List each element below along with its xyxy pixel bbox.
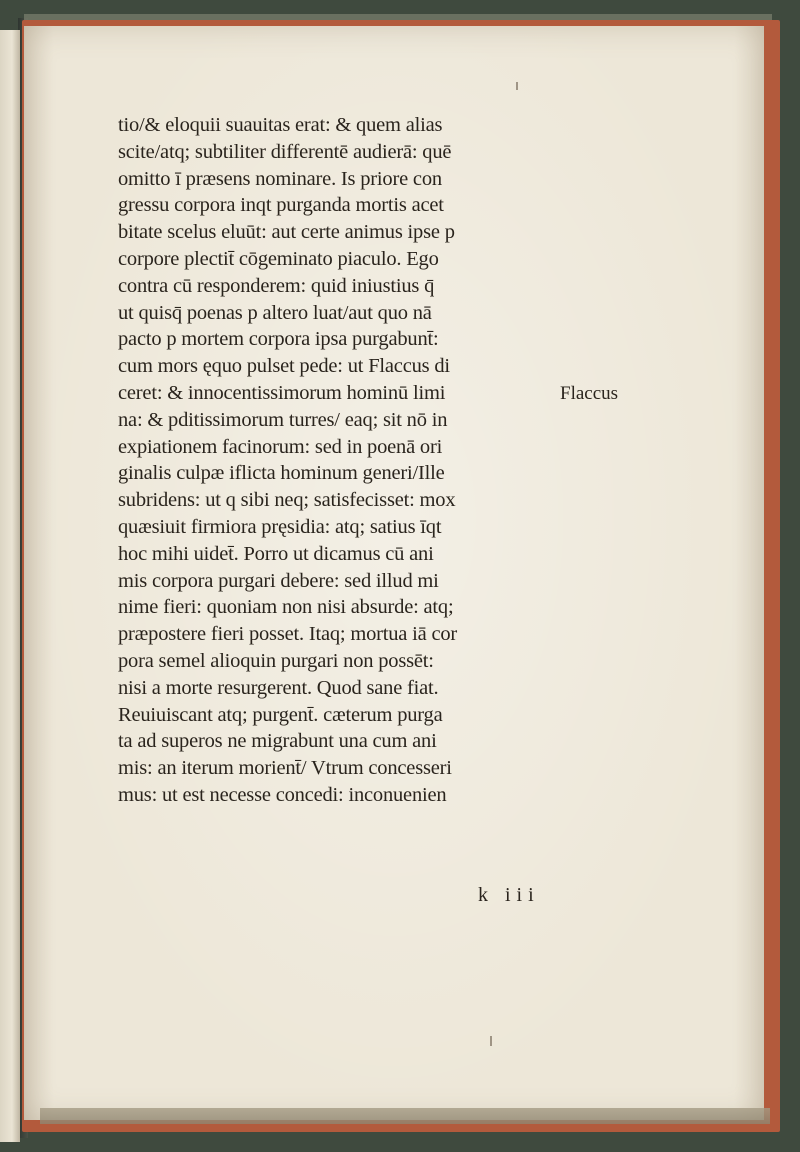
text-line: Reuiuiscant atq; purgent̄. cæterum purga	[118, 703, 443, 726]
stray-mark	[516, 82, 518, 90]
text-line: hoc mihi uidet̄. Porro ut dicamus cū ani	[118, 542, 434, 565]
signature-mark: k iii	[478, 884, 540, 906]
text-line: pora semel alioquin purgari non possēt:	[118, 649, 434, 672]
text-line: nisi a morte resurgerent. Quod sane fiat.	[118, 676, 439, 699]
text-line: quæsiuit firmiora pręsidia: atq; satius īqt	[118, 515, 442, 538]
text-line: mus: ut est necesse concedi: inconuenien	[118, 783, 447, 806]
text-line: scite/atq; subtiliter differentē audierā: quē	[118, 140, 452, 163]
page-bottom-edge	[40, 1108, 770, 1124]
text-line: omitto ī præsens nominare. Is priore con	[118, 167, 442, 190]
text-line: mis corpora purgari debere: sed illud mi	[118, 569, 439, 592]
text-line: mis: an iterum morient̄/ Vtrum concesseri	[118, 757, 452, 780]
left-page-edge	[0, 30, 20, 1142]
text-line: contra cū responderem: quid iniustius q̄	[118, 274, 435, 297]
text-line: na: & pditissimorum turres/ eaq; sit nō in	[118, 408, 448, 431]
text-line: ceret: & innocentissimorum hominū limi	[118, 381, 446, 404]
text-line: ginalis culpæ iflicta hominum generi/Ille	[118, 462, 445, 485]
text-line: expiationem facinorum: sed in poenā ori	[118, 435, 443, 458]
text-line: præpostere fieri posset. Itaq; mortua iā cor	[118, 623, 458, 646]
text-line: pacto p mortem corpora ipsa purgabunt̄:	[118, 328, 439, 351]
stray-mark	[490, 1036, 492, 1046]
text-line: ta ad superos ne migrabunt una cum ani	[118, 730, 437, 753]
text-line: corpore plectit̄ cōgeminato piaculo. Ego	[118, 247, 439, 270]
marginal-note: Flaccus	[560, 383, 619, 404]
text-line: bitate scelus eluūt: aut certe animus ipse p	[118, 221, 455, 244]
text-line: nime fieri: quoniam non nisi absurde: atq;	[118, 596, 454, 619]
text-line: cum mors ęquo pulset pede: ut Flaccus di	[118, 355, 450, 378]
text-line: ut quisq̄ poenas p altero luat/aut quo nā	[118, 301, 432, 324]
text-line: tio/& eloquii suauitas erat: & quem alias	[118, 114, 443, 136]
text-line: subridens: ut q sibi neq; satisfecisset: mox	[118, 489, 456, 512]
text-line: gressu corpora inqt purganda mortis acet	[118, 194, 444, 217]
main-text-block	[118, 112, 558, 809]
